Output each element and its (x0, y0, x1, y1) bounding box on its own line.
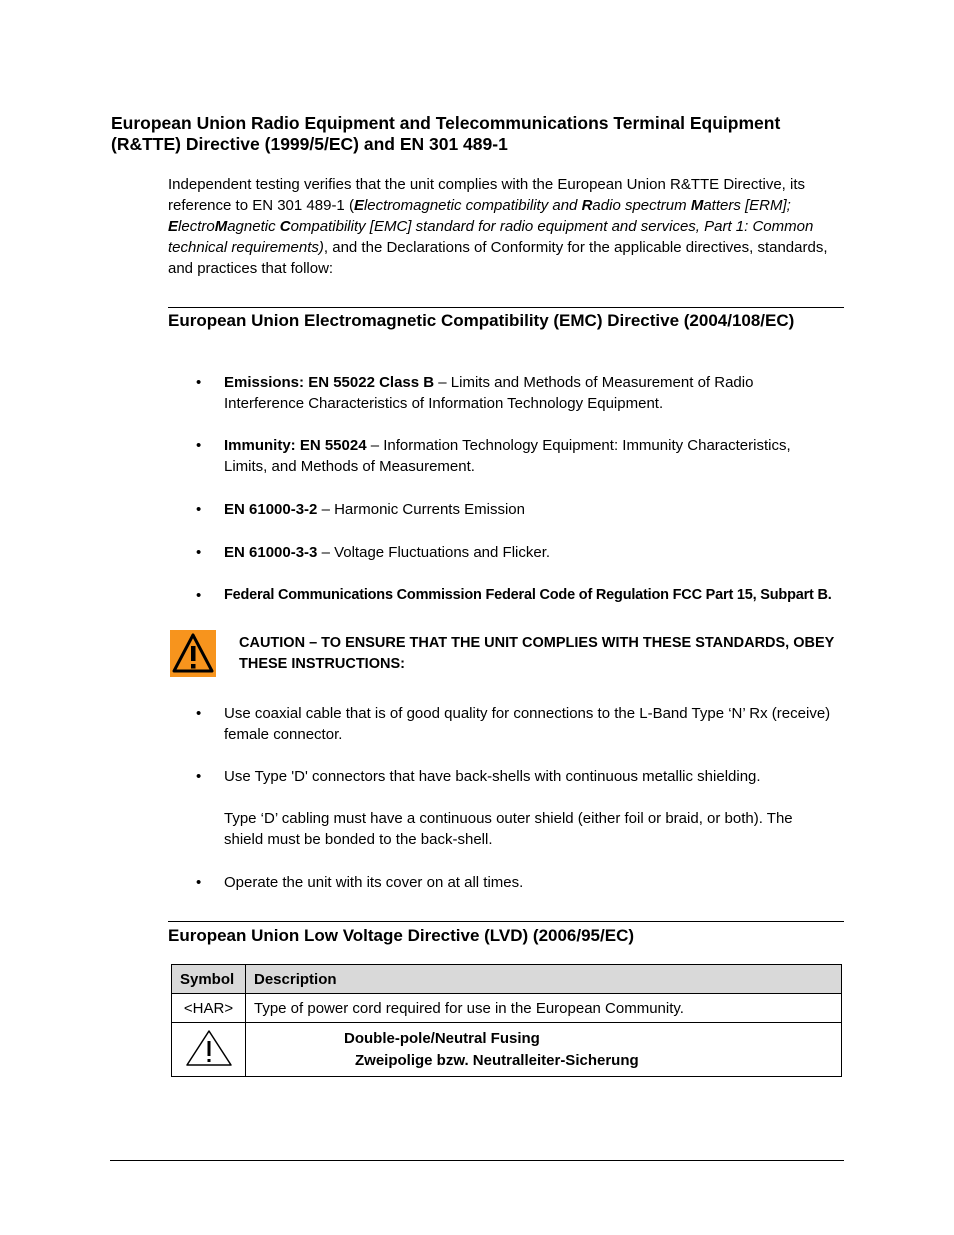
main-heading: European Union Radio Equipment and Telecommunications Terminal Equipment (R&TTE) Directive (1999/5/EC) and EN 301 489-1 (111, 113, 781, 154)
bullet-icon: • (196, 768, 202, 785)
intro-italic-3: atters [ERM]; (703, 197, 791, 214)
intro-italic-4: lectro (178, 218, 215, 235)
list-item-text: Operate the unit with its cover on at all times. (224, 874, 524, 891)
table-cell-symbol (172, 1023, 246, 1077)
intro-text-1: Independent testing verifies that the unit complies with the European Union R&TTE Directive, its reference to EN 301 489-1 ( (168, 176, 805, 214)
table-header-description: Description (246, 965, 842, 994)
list-item-text (224, 585, 834, 606)
lvd-table (171, 964, 842, 1077)
list-item-desc: – Limits and Methods of Measurement of Radio Interference Characteristics of Information Technology Equipment. (224, 374, 754, 412)
intro-italic-m: M (690, 197, 704, 214)
warning-triangle-icon (170, 630, 216, 677)
table-cell-description: Type of power cord required for use in the European Community. (246, 994, 842, 1023)
list-item-bold: Emissions: EN 55022 Class B (224, 374, 435, 391)
list-item-bold: EN 61000-3-3 (224, 544, 318, 561)
table-row (172, 994, 842, 1023)
exclamation-triangle-icon (184, 1055, 234, 1072)
bullet-icon: • (196, 587, 202, 604)
intro-italic-r: R (581, 197, 593, 214)
list-item-bold: Immunity: EN 55024 (224, 437, 367, 454)
bullet-icon: • (196, 501, 202, 518)
intro-italic-e: E (353, 197, 364, 214)
table-header-row (172, 965, 842, 994)
fusing-line-en: Double-pole/Neutral Fusing (344, 1029, 540, 1047)
footer-rule (110, 1160, 844, 1161)
table-cell-description (246, 1023, 842, 1077)
list-item-bold: EN 61000-3-2 (224, 501, 318, 518)
list-item-text (224, 372, 834, 414)
section-divider (168, 307, 844, 308)
table-header-symbol: Symbol (172, 965, 246, 994)
intro-italic-m2: M (214, 218, 228, 235)
bullet-icon: • (196, 374, 202, 391)
table-row (172, 1023, 842, 1077)
instruction-note: Type ‘D’ cabling must have a continuous outer shield (either foil or braid, or both). The shield must be bonded to the back-shell. (224, 810, 793, 848)
list-item-text (224, 435, 834, 477)
bullet-icon: • (196, 874, 202, 891)
list-item-desc: – Harmonic Currents Emission (317, 501, 525, 518)
list-item-bold: Federal Communications Commission Federal Code of Regulation FCC Part 15, Subpart B. (224, 587, 832, 603)
list-item-text: Use coaxial cable that is of good quality for connections to the L-Band Type ‘N’ Rx (receive) female connector. (224, 705, 831, 743)
fusing-line-de: Zweipolige bzw. Neutralleiter-Sicherung (355, 1051, 639, 1069)
intro-text-2: , and the Declarations of Conformity for the applicable directives, standards, and practices that follow: (168, 239, 828, 277)
intro-italic-1: lectromagnetic compatibility and (363, 197, 582, 214)
lvd-heading: European Union Low Voltage Directive (LVD) (2006/95/EC) (168, 926, 635, 945)
bullet-icon: • (196, 437, 202, 454)
list-item-desc: – Information Technology Equipment: Immunity Characteristics, Limits, and Methods of Measurement. (224, 437, 791, 475)
list-item-text: Use Type 'D' connectors that have back-shells with continuous metallic shielding. (224, 768, 761, 785)
section-divider (168, 921, 844, 922)
intro-italic-c: C (279, 218, 291, 235)
emc-heading: European Union Electromagnetic Compatibility (EMC) Directive (2004/108/EC) (168, 311, 795, 330)
list-item-desc: – Voltage Fluctuations and Flicker. (317, 544, 551, 561)
intro-italic-5: agnetic (227, 218, 280, 235)
caution-text: CAUTION – TO ENSURE THAT THE UNIT COMPLIES WITH THESE STANDARDS, OBEY THESE INSTRUCTIONS: (239, 635, 835, 672)
list-item-text (224, 499, 834, 520)
bullet-icon: • (196, 705, 202, 722)
bullet-icon: • (196, 544, 202, 561)
table-cell-symbol: <HAR> (172, 994, 246, 1023)
intro-italic-2: adio spectrum (592, 197, 691, 214)
intro-italic-e2: E (168, 218, 179, 235)
list-item-text (224, 542, 834, 563)
intro-italic-6: ompatibility [EMC] standard for radio equipment and services, Part 1: Common technical requirements) (168, 218, 814, 256)
intro-paragraph (168, 174, 848, 279)
